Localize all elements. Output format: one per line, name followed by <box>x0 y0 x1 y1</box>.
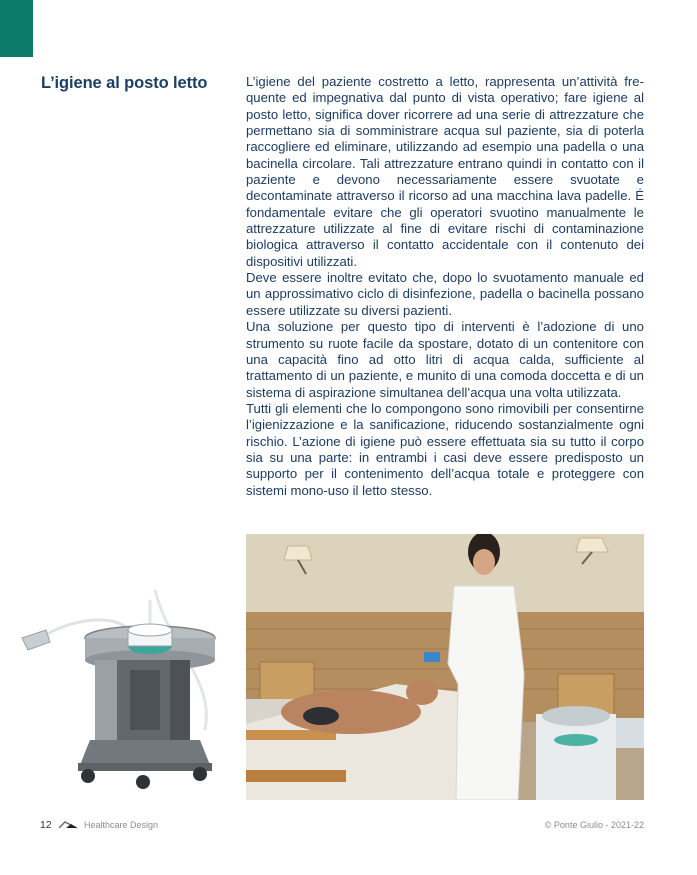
brand-logo-icon <box>57 820 79 830</box>
article-body <box>246 74 644 499</box>
article-paragraph: Una soluzione per questo tipo di interventi è l’adozione di uno strumento su ruote facile da spostare, dotato di un contenitore con una capacità fino ad otto litri di acqua calda, sufficiente al trattamento di un paziente, e munito di una comoda doccetta e di un sistema di aspirazione simultanea dell’acqua una volta utilizzata. <box>246 319 644 400</box>
footer-section-label: Healthcare Design <box>84 820 159 830</box>
copyright-text: © Ponte Giulio - 2021-22 <box>544 820 644 830</box>
product-trolley-image <box>0 560 236 800</box>
corner-color-tab <box>0 0 33 57</box>
section-title: L’igiene al posto letto <box>41 74 208 92</box>
article-paragraph: Deve essere inoltre evitato che, dopo lo svuotamento manuale ed un approssimativo ciclo di disinfezione, padella o bacinella possano essere utilizzate su diversi pazienti. <box>246 270 644 318</box>
page-number: 12 <box>40 819 52 831</box>
nurse-patient-photo <box>246 534 644 800</box>
page-footer <box>0 818 697 834</box>
article-paragraph: L’igiene del paziente costretto a letto, rappresenta un’attività frequente ed impegnativa dal punto di vista operativo; fare igiene al posto letto, significa dover ricorrere ad una serie di attrezzature che permettano sia di somministrare acqua sul paziente, sia di poterla raccogliere ed eliminare, utilizzando ad esempio una padella o una bacinella circolare. Tali attrezzature entrano quindi in contatto con il paziente e devono necessariamente essere svuotate e decontaminate attraverso il ricorso ad una macchina lava padelle. É fondamentale evitare che gli operatori svuotino manualmente le attrezzature utilizzate al fine di evitare rischi di contaminazione biologica attraverso il contatto accidentale con il contenuto dei dispositivi utilizzati. <box>246 74 644 269</box>
article-paragraph: Tutti gli elementi che lo compongono sono rimovibili per consentirne l’igienizzazione e la sanificazione, riducendo sostanzialmente ogni rischio. L’azione di igiene può essere effettuata sia su tutto il corpo sia su una parte: in entrambi i casi deve essere predisposto un supporto per il contenimento dell’acqua totale e proteggere con sistemi mono-uso il letto stesso. <box>246 400 644 498</box>
